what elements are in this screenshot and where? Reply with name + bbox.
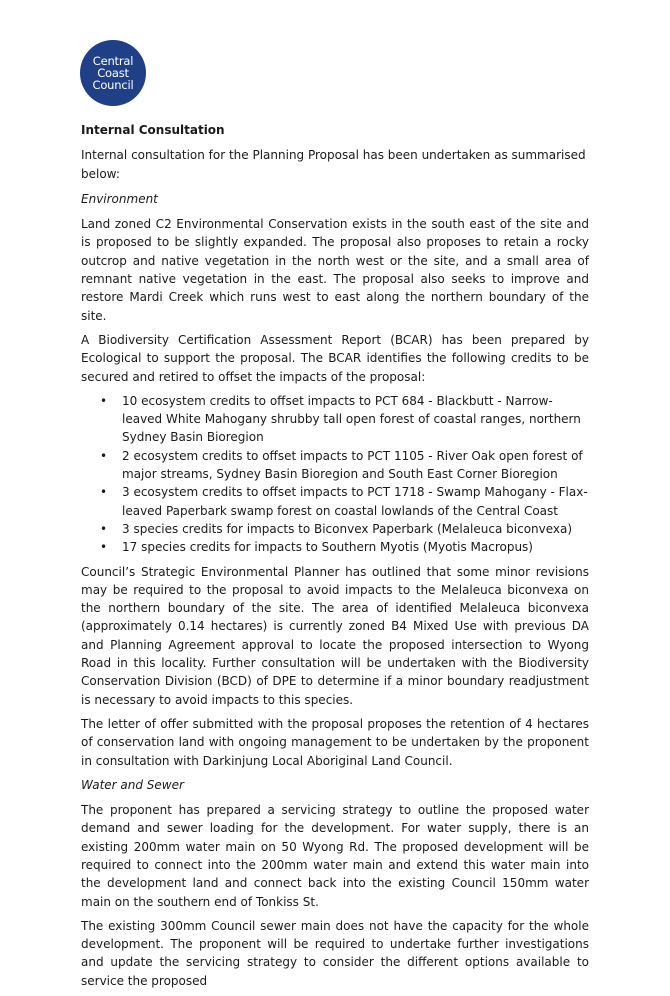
bullet-icon: • xyxy=(100,448,108,463)
environment-paragraph-1: Land zoned C2 Environmental Conservation exists in the south east of the site and is proposed to be slightly expanded. The proposal also proposes to retain a rocky outcrop and native vegetation in the north west or the site, and a small area of remnant native vegetation in the east. The proposal also seeks to improve and restore Mardi Creek which runs west to east along the northern boundary of the site. xyxy=(81,217,589,323)
environment-paragraph-2: A Biodiversity Certification Assessment Report (BCAR) has been prepared by Ecological to support the proposal. The BCAR identifies the following credits to be secured and retired to offset the impacts of the proposal: xyxy=(81,332,589,384)
environment-paragraph-3: Council’s Strategic Environmental Planner has outlined that some minor revisions may be required to the proposal to avoid impacts to the Melaleuca biconvexa on the northern boundary of the site. The area of identified Melaleuca biconvexa (approximately 0.14 hectares) is currently zoned B4 Mixed Use with previous DA and Planning Agreement approval to locate the proposed intersection to Wyong Road in this locality. Further consultation will be undertaken with the Biodiversity Conservation Division (BCD) of DPE to determine if a minor boundary readjustment is necessary to avoid impacts to this species. xyxy=(81,564,589,707)
environment-paragraph-4: The letter of offer submitted with the proposal proposes the retention of 4 hectares of conservation land with ongoing management to be undertaken by the proponent in consultation with Darkinjung Local Aboriginal Land Council. xyxy=(81,716,589,768)
credits-list xyxy=(81,392,589,557)
list-item xyxy=(81,520,589,538)
list-item-text: 17 species credits for impacts to Southern Myotis (Myotis Macropus) xyxy=(122,540,533,555)
list-item xyxy=(81,392,589,447)
intro-paragraph: Internal consultation for the Planning Proposal has been undertaken as summarised below: xyxy=(81,148,586,181)
logo-line-2: Coast xyxy=(97,66,129,80)
list-item xyxy=(81,483,589,520)
list-item xyxy=(81,447,589,484)
water-sewer-paragraph-2: The existing 300mm Council sewer main does not have the capacity for the whole development. The proponent will be required to undertake further investigations and update the servicing strategy to consider the different options available to service the proposed xyxy=(81,918,589,988)
water-sewer-paragraph-1: The proponent has prepared a servicing strategy to outline the proposed water demand and sewer loading for the development. For water supply, there is an existing 200mm water main on 50 Wyong Rd. The proposed development will be required to connect into the 200mm water main and extend this water main into the development land and connect back into the existing Council 150mm water main on the southern end of Tonkiss St. xyxy=(81,803,589,909)
list-item-text: 2 ecosystem credits to offset impacts to PCT 1105 - River Oak open forest of major streams, Sydney Basin Bioregion and South East Corner Bioregion xyxy=(122,448,583,482)
logo-line-1: Central xyxy=(92,54,134,68)
bullet-icon: • xyxy=(100,485,108,500)
bullet-icon: • xyxy=(100,393,108,408)
water-sewer-heading: Water and Sewer xyxy=(81,777,184,792)
bullet-icon: • xyxy=(100,540,108,555)
environment-heading: Environment xyxy=(81,191,158,206)
bullet-icon: • xyxy=(100,521,108,536)
document-body xyxy=(81,121,589,996)
list-item xyxy=(81,538,589,556)
section-heading: Internal Consultation xyxy=(81,123,225,137)
list-item-text: 3 ecosystem credits to offset impacts to PCT 1718 - Swamp Mahogany - Flax-leaved Paperbark swamp forest on coastal lowlands of the Central Coast xyxy=(122,485,588,518)
logo-line-3: Council xyxy=(92,78,134,92)
list-item-text: 3 species credits for impacts to Biconvex Paperbark (Melaleuca biconvexa) xyxy=(122,521,573,536)
council-logo xyxy=(80,40,146,106)
list-item-text: 10 ecosystem credits to offset impacts to PCT 684 - Blackbutt - Narrow-leaved White Mahogany shrubby tall open forest of coastal ranges, northern Sydney Basin Bioregion xyxy=(122,393,581,445)
